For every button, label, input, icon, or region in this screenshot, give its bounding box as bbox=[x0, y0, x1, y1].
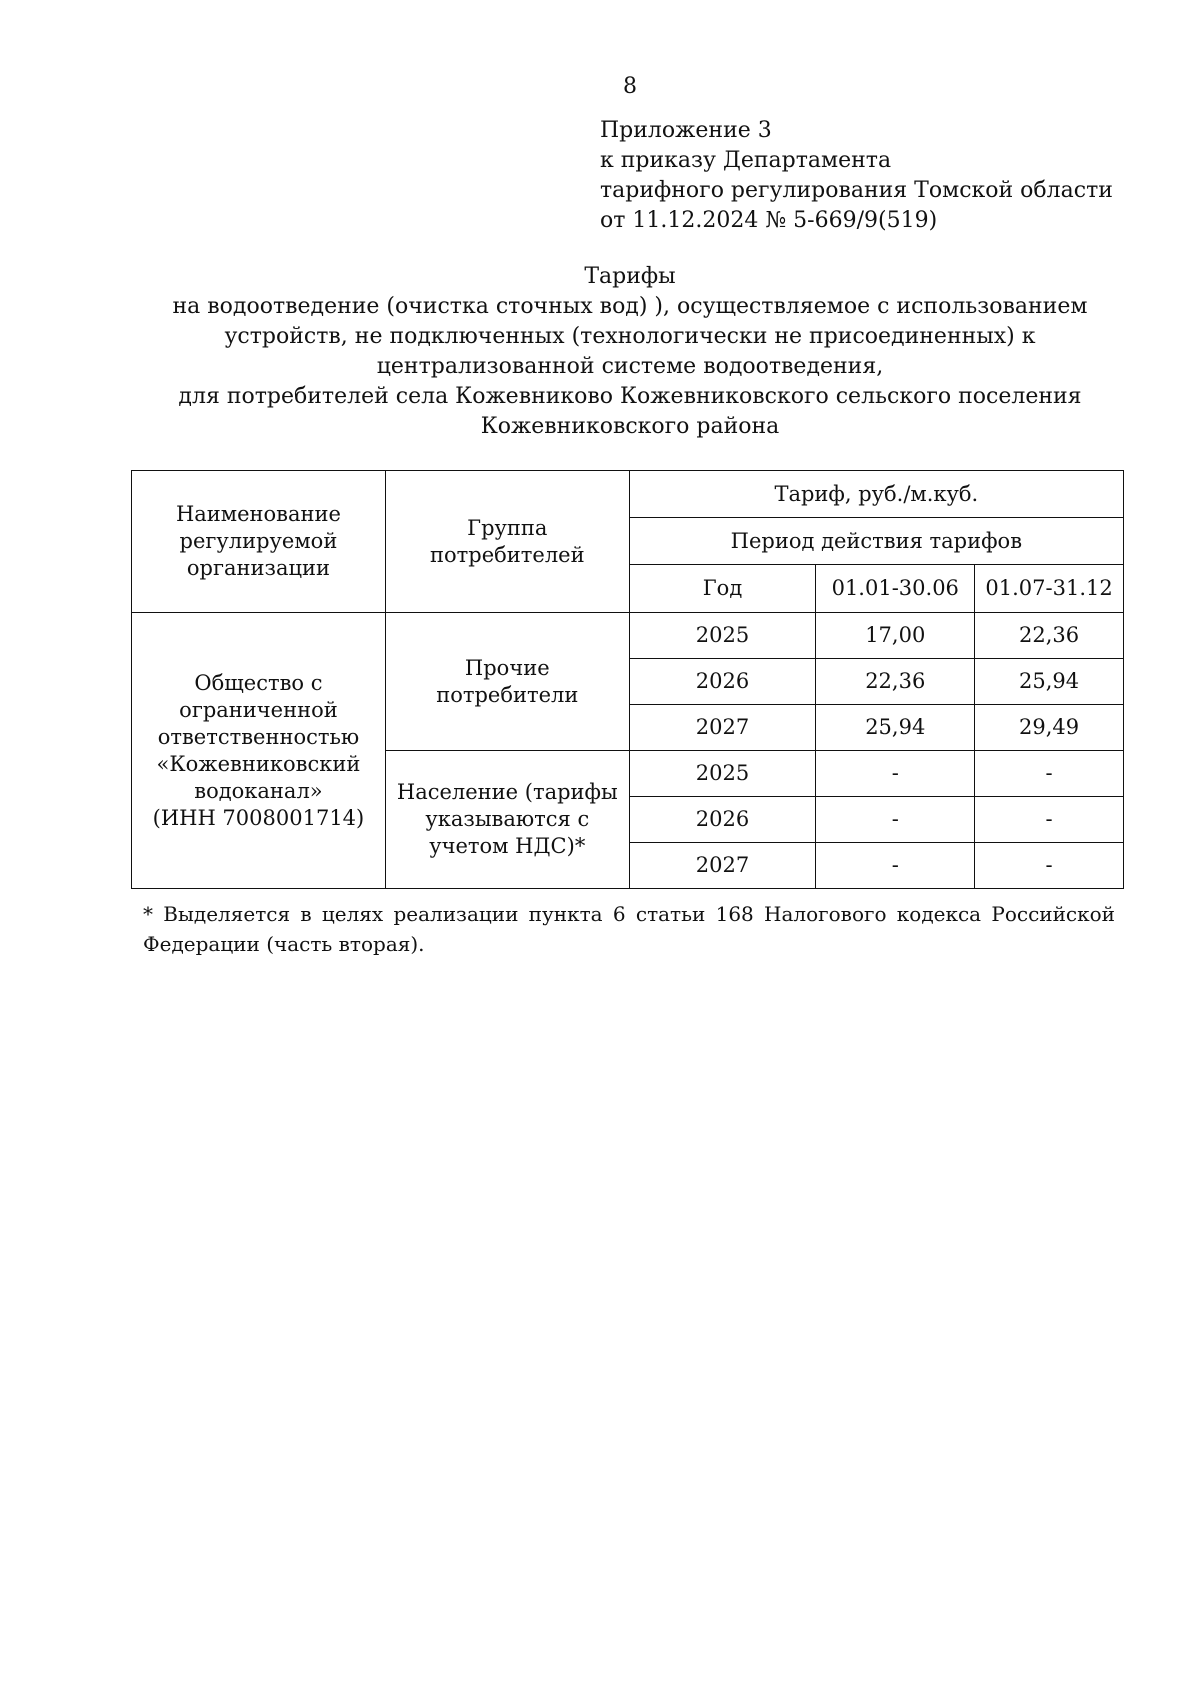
header-period-2: 01.07-31.12 bbox=[975, 565, 1124, 613]
header-year: Год bbox=[629, 565, 816, 613]
year-cell: 2027 bbox=[629, 843, 816, 889]
annex-block bbox=[600, 116, 1113, 236]
annex-date-line: от 11.12.2024 № 5-669/9(519) bbox=[600, 208, 938, 233]
year-cell: 2026 bbox=[629, 797, 816, 843]
annex-department-line: тарифного регулирования Томской области bbox=[600, 178, 1113, 203]
year-cell: 2025 bbox=[629, 613, 816, 659]
document-title bbox=[140, 262, 1120, 442]
header-organization: Наименование регулируемой организации bbox=[132, 471, 386, 613]
tariff-value: - bbox=[975, 843, 1124, 889]
group-population: Население (тарифы указываются с учетом НДС)* bbox=[385, 751, 629, 889]
title-line: централизованной системе водоотведения, bbox=[376, 354, 884, 379]
title-line: Кожевниковского района bbox=[480, 414, 780, 439]
tariff-value: 22,36 bbox=[816, 659, 975, 705]
tariff-value: 29,49 bbox=[975, 705, 1124, 751]
tariff-value: - bbox=[816, 843, 975, 889]
tariff-value: - bbox=[816, 797, 975, 843]
tariff-value: - bbox=[816, 751, 975, 797]
year-cell: 2027 bbox=[629, 705, 816, 751]
year-cell: 2025 bbox=[629, 751, 816, 797]
header-consumer-group: Группа потребителей bbox=[385, 471, 629, 613]
annex-title: Приложение 3 bbox=[600, 118, 772, 143]
title-line: устройств, не подключенных (технологически не присоединенных) к bbox=[224, 324, 1036, 349]
tariff-value: 25,94 bbox=[816, 705, 975, 751]
year-cell: 2026 bbox=[629, 659, 816, 705]
title-line: для потребителей села Кожевниково Кожевниковского сельского поселения bbox=[178, 384, 1082, 409]
header-tariff: Тариф, руб./м.куб. bbox=[629, 471, 1123, 518]
annex-order-line: к приказу Департамента bbox=[600, 148, 892, 173]
table-row bbox=[132, 613, 1124, 659]
tariff-value: - bbox=[975, 797, 1124, 843]
tariff-table bbox=[131, 470, 1124, 889]
tariff-value: - bbox=[975, 751, 1124, 797]
group-other-consumers: Прочие потребители bbox=[385, 613, 629, 751]
table-header-row bbox=[132, 471, 1124, 518]
page-number: 8 bbox=[623, 74, 637, 99]
header-period-1: 01.01-30.06 bbox=[816, 565, 975, 613]
footnote: * Выделяется в целях реализации пункта 6 статьи 168 Налогового кодекса Российской Федерации (часть вторая). bbox=[143, 902, 1115, 956]
title-heading: Тарифы bbox=[584, 264, 676, 289]
tariff-value: 25,94 bbox=[975, 659, 1124, 705]
title-line: на водоотведение (очистка сточных вод) ), осуществляемое с использованием bbox=[172, 294, 1088, 319]
tariff-value: 22,36 bbox=[975, 613, 1124, 659]
header-period: Период действия тарифов bbox=[629, 518, 1123, 565]
organization-cell: Общество с ограниченной ответственностью «Кожевниковский водоканал» (ИНН 7008001714) bbox=[132, 613, 386, 889]
tariff-value: 17,00 bbox=[816, 613, 975, 659]
